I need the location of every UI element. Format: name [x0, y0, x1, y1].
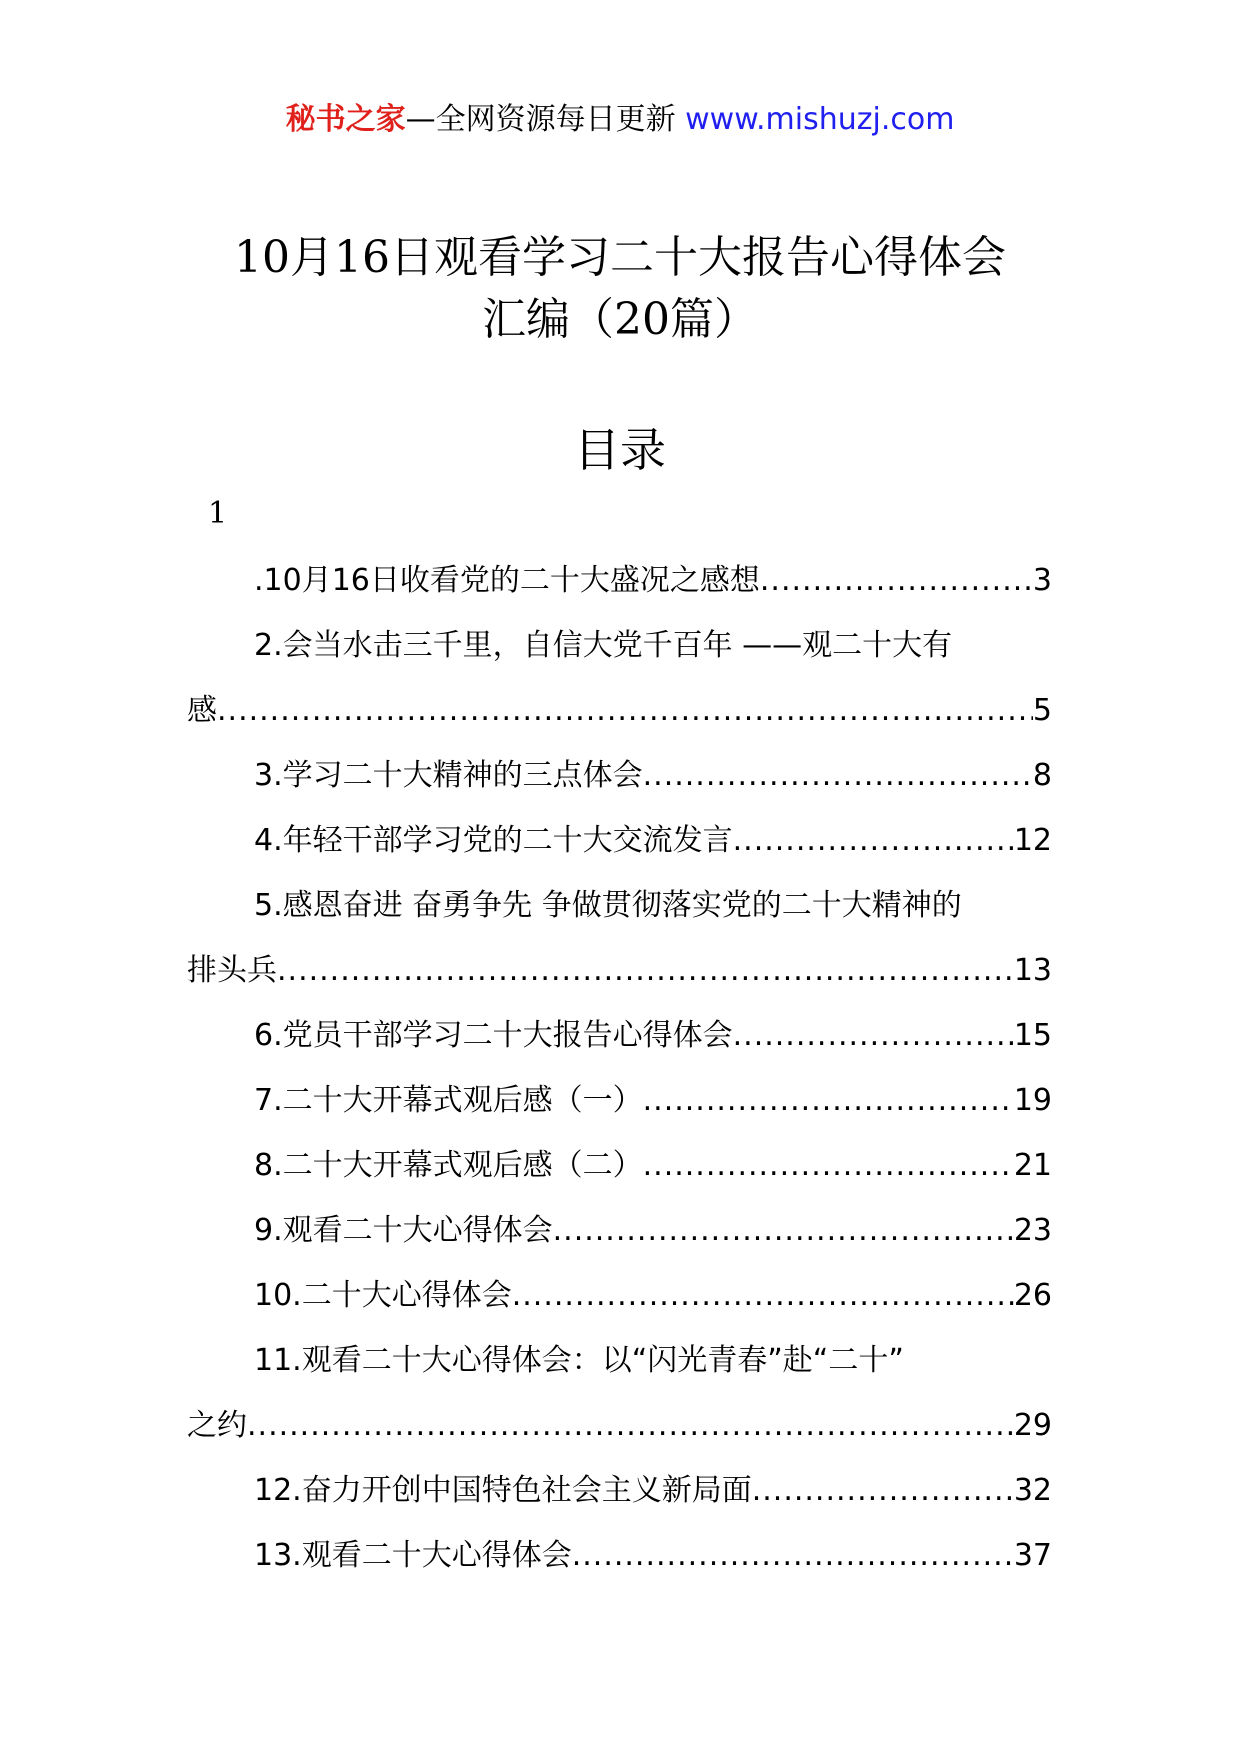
toc-leader-dots	[752, 1468, 1014, 1533]
toc-leader-dots	[512, 1273, 1014, 1338]
toc-entry-text: 7.二十大开幕式观后感（一）	[254, 1083, 643, 1118]
toc-page-number: 12	[1013, 823, 1052, 858]
toc-entry-text: 6.党员干部学习二十大报告心得体会	[254, 1018, 733, 1053]
document-title-line2: 汇编（20篇）	[482, 294, 758, 345]
toc-leader-dots	[643, 753, 1033, 818]
toc-entry-12[interactable]	[187, 1468, 1052, 1533]
site-header	[0, 100, 1240, 140]
toc-page-number: 8	[1032, 758, 1052, 793]
toc-entry-5-continued[interactable]	[187, 948, 1052, 1013]
toc-page-number: 21	[1013, 1148, 1052, 1183]
toc-page-number: 23	[1013, 1213, 1052, 1248]
toc-page-number: 26	[1013, 1278, 1052, 1313]
toc-entry-text: 3.学习二十大精神的三点体会	[254, 758, 643, 793]
toc-page-number: 37	[1013, 1538, 1052, 1573]
site-url-link[interactable]: www.mishuzj.com	[685, 102, 955, 137]
toc-entry-text: 9.观看二十大心得体会	[254, 1213, 553, 1248]
toc-entry-13[interactable]	[187, 1533, 1052, 1598]
toc-entry-text: 4.年轻干部学习党的二十大交流发言	[254, 823, 733, 858]
toc-leader-dots	[217, 688, 1033, 753]
toc-leader-dots	[643, 1143, 1014, 1208]
toc-entry-text: 11.观看二十大心得体会：以“闪光青春”赴“二十”	[254, 1343, 904, 1378]
toc-entry-text: .10月16日收看党的二十大盛况之感想	[254, 563, 760, 598]
toc-leader-dots	[733, 818, 1014, 883]
toc-leader-dots	[733, 1013, 1014, 1078]
toc-entry-11[interactable]	[187, 1338, 1052, 1403]
toc-page-number: 3	[1032, 563, 1052, 598]
toc-entry-text: 5.感恩奋进 奋勇争先 争做贯彻落实党的二十大精神的	[254, 888, 962, 923]
toc-entry-10[interactable]	[187, 1273, 1052, 1338]
toc-page-number: 5	[1032, 693, 1052, 728]
toc-entry-4[interactable]	[187, 818, 1052, 883]
header-tagline: —全网资源每日更新	[405, 102, 676, 137]
toc-page-number: 29	[1013, 1408, 1052, 1443]
brand-name: 秘书之家	[285, 102, 406, 137]
toc-entry-1[interactable]	[187, 558, 1052, 623]
toc-entry-7[interactable]	[187, 1078, 1052, 1143]
toc-leader-dots	[553, 1208, 1014, 1273]
toc-entry-2-continued[interactable]	[187, 688, 1052, 753]
toc-entry-text: 排头兵	[187, 953, 277, 988]
toc-entry-text: 2.会当水击三千里，自信大党千百年 ——观二十大有	[254, 628, 953, 663]
toc-leader-dots	[643, 1078, 1014, 1143]
toc-heading: 目录	[574, 423, 666, 477]
toc-page-number: 13	[1013, 953, 1052, 988]
toc-entry-text: 之约	[187, 1408, 247, 1443]
toc-entry-text: 8.二十大开幕式观后感（二）	[254, 1148, 643, 1183]
toc-entry-3[interactable]	[187, 753, 1052, 818]
toc-leader-dots	[247, 1403, 1014, 1468]
toc-entry-11-continued[interactable]	[187, 1403, 1052, 1468]
toc-leader-dots	[572, 1533, 1014, 1598]
toc-leader-dots	[277, 948, 1014, 1013]
toc-entry-6[interactable]	[187, 1013, 1052, 1078]
toc-page-number: 32	[1013, 1473, 1052, 1508]
toc-entry-text: 13.观看二十大心得体会	[254, 1538, 572, 1573]
table-of-contents	[187, 558, 1052, 1598]
toc-page-number: 19	[1013, 1083, 1052, 1118]
toc-entry-2[interactable]	[187, 623, 1052, 688]
toc-entry-8[interactable]	[187, 1143, 1052, 1208]
toc-entry-text: 12.奋力开创中国特色社会主义新局面	[254, 1473, 752, 1508]
document-title-line1: 10月16日观看学习二十大报告心得体会	[234, 232, 1006, 283]
toc-entry-text: 10.二十大心得体会	[254, 1278, 512, 1313]
toc-entry-5[interactable]	[187, 883, 1052, 948]
toc-entry-9[interactable]	[187, 1208, 1052, 1273]
toc-stray-number: 1	[208, 496, 228, 531]
toc-entry-text: 感	[187, 693, 217, 728]
toc-leader-dots	[760, 558, 1033, 623]
toc-page-number: 15	[1013, 1018, 1052, 1053]
